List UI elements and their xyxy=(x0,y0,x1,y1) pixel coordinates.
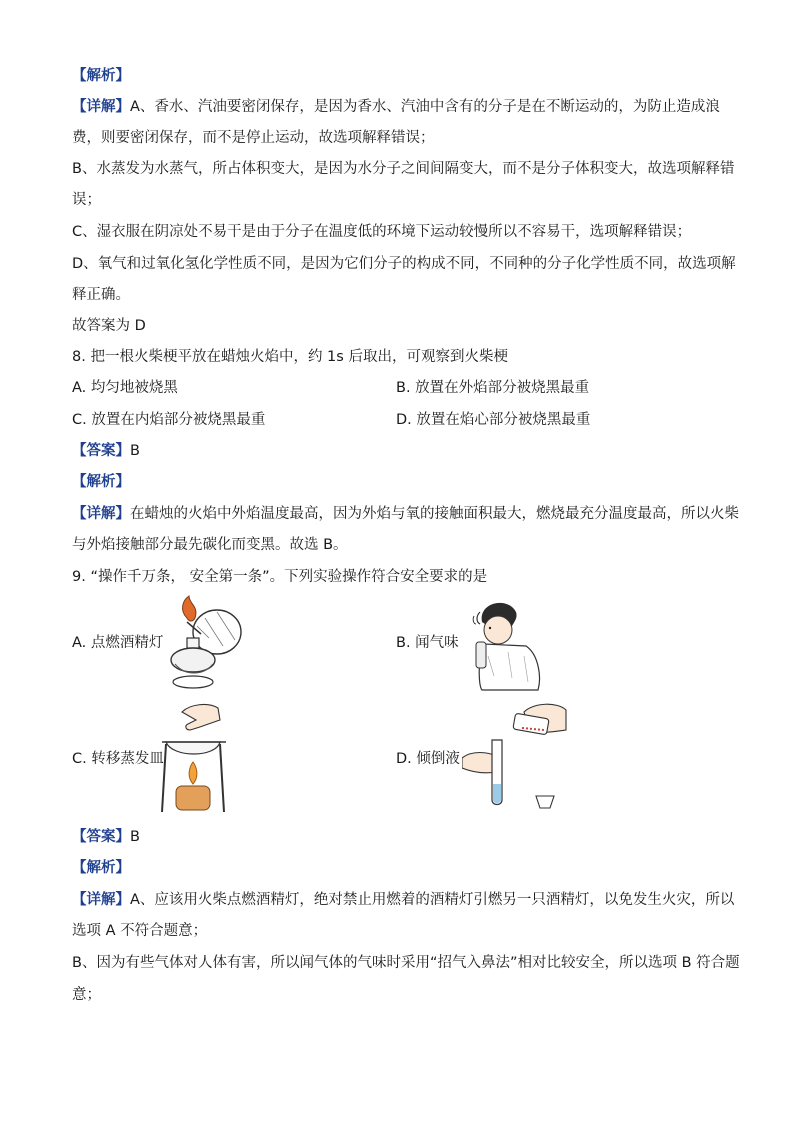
detail-paragraph xyxy=(72,96,732,118)
detail-tag: 【详解】 xyxy=(72,99,130,115)
detail-text: B、因为有些气体对人体有害，所以闻气体的气味时采用“招气入鼻法”相对比较安全，所以选项 B 符合题 xyxy=(72,955,740,971)
detail-tag: 【详解】 xyxy=(72,892,130,908)
answer-value: B xyxy=(130,443,140,459)
question-stem: 8. 把一根火柴梗平放在蜡烛火焰中，约 1s 后取出，可观察到火柴梗 xyxy=(72,349,508,365)
analysis-heading: 【解析】 xyxy=(72,68,130,84)
answer-line xyxy=(72,440,732,462)
smelling-gas-illustration xyxy=(468,596,550,692)
detail-text: A、香水、汽油要密闭保存，是因为香水、汽油中含有的分子是在不断运动的，为防止造成浪 xyxy=(130,99,720,115)
detail-paragraph xyxy=(72,889,735,911)
detail-text: 选项 A 不符合题意； xyxy=(72,923,208,939)
option-c: C. 转移蒸发皿 xyxy=(72,751,164,767)
analysis-heading: 【解析】 xyxy=(72,474,130,490)
alcohol-lamp-lighting-illustration xyxy=(165,594,247,694)
detail-text: 在蜡烛的火焰中外焰温度最高，因为外焰与氧的接触面积最大，燃烧最充分温度最高，所以火柴 xyxy=(130,506,739,522)
answer-line: 故答案为 D xyxy=(72,318,146,334)
option-d: D. 放置在焰心部分被烧黑最重 xyxy=(396,412,591,428)
question-stem: 9. “操作千万条， 安全第一条”。下列实验操作符合安全要求的是 xyxy=(72,569,488,585)
option-b: B. 放置在外焰部分被烧黑最重 xyxy=(396,380,590,396)
detail-text: 意； xyxy=(72,987,101,1003)
analysis-heading: 【解析】 xyxy=(72,860,130,876)
option-a: A. 均匀地被烧黑 xyxy=(72,380,178,396)
detail-text: 与外焰接触部分最先碳化而变黑。故选 B。 xyxy=(72,537,348,553)
detail-text: 误； xyxy=(72,192,101,208)
detail-tag: 【详解】 xyxy=(72,506,130,522)
option-d: D. 倾倒液 xyxy=(396,751,460,767)
answer-tag: 【答案】 xyxy=(72,829,130,845)
answer-value: B xyxy=(130,829,140,845)
evaporating-dish-illustration xyxy=(160,700,230,816)
option-b: B. 闻气味 xyxy=(396,635,459,651)
detail-text: C、湿衣服在阴凉处不易干是由于分子在温度低的环境下运动较慢所以不容易干，选项解释错误； xyxy=(72,224,692,240)
answer-line xyxy=(72,826,732,848)
detail-text: 释正确。 xyxy=(72,287,130,303)
detail-paragraph xyxy=(72,503,739,525)
detail-text: 费，则要密闭保存，而不是停止运动，故选项解释错误； xyxy=(72,130,435,146)
option-c: C. 放置在内焰部分被烧黑最重 xyxy=(72,412,266,428)
option-a: A. 点燃酒精灯 xyxy=(72,635,164,651)
answer-tag: 【答案】 xyxy=(72,443,130,459)
detail-text: D、氧气和过氧化氢化学性质不同，是因为它们分子的构成不同，不同种的分子化学性质不同，故选项解 xyxy=(72,256,736,272)
detail-text: B、水蒸发为水蒸气，所占体积变大，是因为水分子之间间隔变大，而不是分子体积变大，故选项解释错 xyxy=(72,161,735,177)
detail-text: A、应该用火柴点燃酒精灯，绝对禁止用燃着的酒精灯引燃另一只酒精灯，以免发生火灾，所以 xyxy=(130,892,735,908)
pouring-liquid-illustration xyxy=(462,700,572,816)
